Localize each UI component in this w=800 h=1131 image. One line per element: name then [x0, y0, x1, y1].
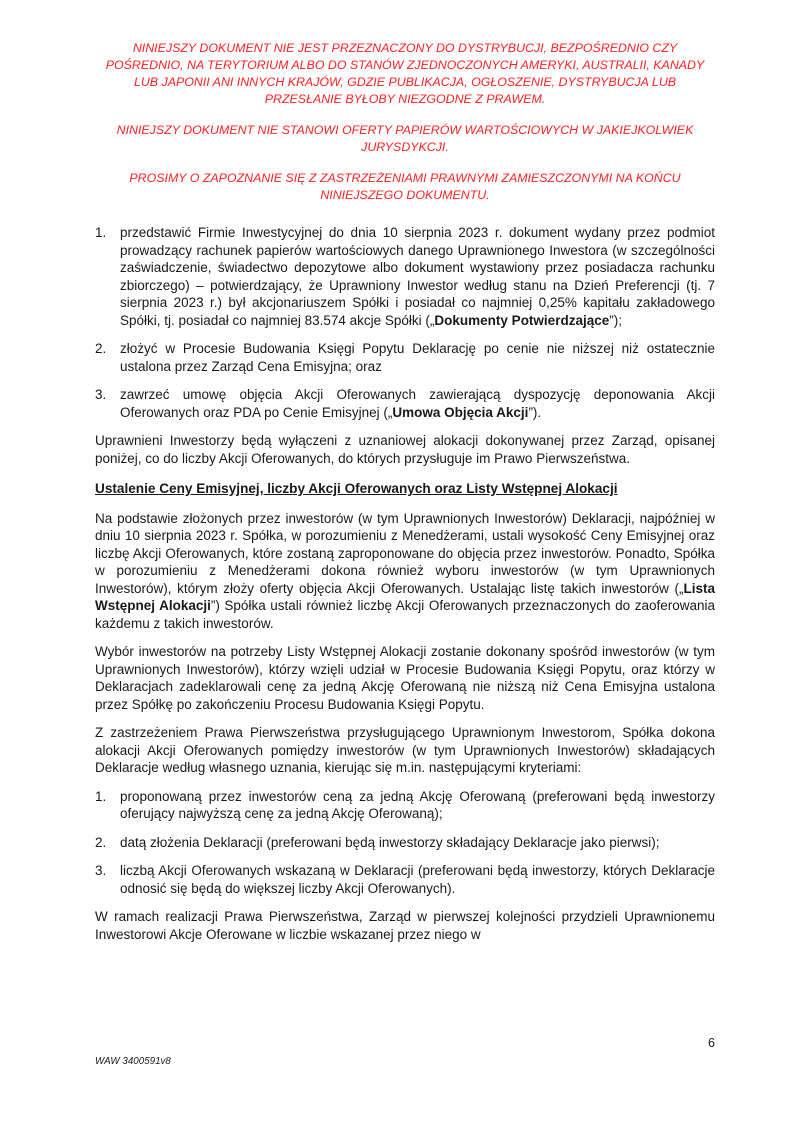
page-number: 6	[708, 1036, 715, 1050]
list-item-text	[120, 224, 715, 329]
list-item-text	[120, 340, 715, 375]
list-item-number: 3.	[95, 863, 107, 878]
list-item-condition-2	[95, 340, 715, 375]
notice-legal-disclaimer-reference: PROSIMY O ZAPOZNANIE SIĘ Z ZASTRZEŻENIAMI PRAWNYMI ZAMIESZCZONYMI NA KOŃCU NINIEJSZEGO DOKUMENTU.	[129, 171, 681, 202]
list-item-text-pre: zawrzeć umowę objęcia Akcji Oferowanych zawierającą dyspozycję deponowania Akcji Oferowanych oraz PDA po Cenie Emisyjnej („	[120, 387, 715, 420]
list-item-text: liczbą Akcji Oferowanych wskazaną w Deklaracji (preferowani będą inwestorzy, których Deklaracje odnosić się będą do większej liczby Akcji Oferowanych).	[120, 863, 715, 896]
list-item-condition-1	[95, 224, 715, 329]
section-heading-price-setting: Ustalenie Ceny Emisyjnej, liczby Akcji Oferowanych oraz Listy Wstępnej Alokacji	[95, 481, 618, 496]
list-item-text: proponowaną przez inwestorów ceną za jedną Akcję Oferowaną (preferowani będą inwestorzy oferujący najwyższą cenę za jedną Akcję Oferowaną);	[120, 788, 715, 821]
list-item-number: 1.	[95, 788, 107, 804]
list-item-text-pre: przedstawić Firmie Inwestycyjnej do dnia 10 sierpnia 2023 r. dokument wydany przez podmiot prowadzący rachunek papierów wartościowych danego Uprawnionego Inwestora (w szczególności zaświadczenie, świadectwo depozytowe albo dokument wystawiony przez posiadacza rachunku zbiorczego) – potwierdzający, że Uprawniony Inwestor według stanu na Dzień Preferencji (tj. 7 sierpnia 2023 r.) był akcjonariuszem Spółki i posiadał co najmniej 0,25% kapitału zakładowego Spółki, tj. posiadał co najmniej 83.574 akcje Spółki („	[120, 225, 715, 328]
paragraph-pricing-and-preliminary-allocation	[95, 510, 715, 633]
list-item-text-post: ”);	[609, 312, 622, 328]
list-item-text: datą złożenia Deklaracji (preferowani będą inwestorzy składający Deklaracje jako pierwsi);	[120, 834, 660, 850]
list-item-text	[120, 386, 715, 421]
list-item-condition-3	[95, 386, 715, 421]
list-item-number: 2.	[95, 341, 107, 356]
document-content	[95, 40, 715, 954]
defined-term-lista-wstepnej-alokacji: Lista Wstępnej Alokacji	[95, 580, 715, 613]
paragraph-priority-right-execution: W ramach realizacji Prawa Pierwszeństwa, Zarząd w pierwszej kolejności przydzieli Uprawnionemu Inwestorowi Akcje Oferowane w liczbie wskazanej przez niego w	[95, 909, 715, 942]
list-item-criterion-3	[95, 862, 715, 897]
list-item-criterion-1	[95, 788, 715, 823]
criteria-list	[95, 788, 715, 898]
list-item-text-post: ”).	[528, 404, 542, 420]
paragraph-investor-selection: Wybór inwestorów na potrzeby Listy Wstępnej Alokacji zostanie dokonany spośród inwestorów (w tym Uprawnionych Inwestorów), którzy wzięli udział w Procesie Budowania Księgi Popytu, oraz którzy w Deklaracjach zadeklarowali cenę za jedną Akcję Oferowaną nie niższą niż Cena Emisyjna ustalona przez Spółkę po zakończeniu Procesu Budowania Księgi Popytu.	[95, 644, 715, 712]
defined-term-dokumenty-potwierdzajace: Dokumenty Potwierdzające	[434, 312, 610, 328]
paragraph-pricing-pre: Na podstawie złożonych przez inwestorów (w tym Uprawnionych Inwestorów) Deklaracji, najpóźniej w dniu 10 sierpnia 2023 r. Spółka, w porozumieniu z Menedżerami, ustali wysokość Ceny Emisyjnej oraz liczbę Akcji Oferowanych, które zostaną zaproponowane do objęcia przez inwestorów. Ponadto, Spółka w porozumieniu z Menedżerami dokona również wyboru inwestorów (w tym Uprawnionych Inwestorów), którym złoży oferty objęcia Akcji Oferowanych. Ustalając listę takich inwestorów („	[95, 510, 715, 596]
notice-distribution-restriction: NINIEJSZY DOKUMENT NIE JEST PRZEZNACZONY DO DYSTRYBUCJI, BEZPOŚREDNIO CZY POŚREDNIO, NA TERYTORIUM ALBO DO STANÓW ZJEDNOCZONYCH AMERYKI, AUSTRALII, KANADY LUB JAPONII ANI INNYCH KRAJÓW, GDZIE PUBLIKACJA, OGŁOSZENIE, DYSTRYBUCJA LUB PRZESŁANIE BYŁOBY NIEZGODNE Z PRAWEM.	[105, 41, 705, 106]
notice-no-securities-offer: NINIEJSZY DOKUMENT NIE STANOWI OFERTY PAPIERÓW WARTOŚCIOWYCH W JAKIEJKOLWIEK JURYSDYKCJI.	[116, 123, 694, 154]
document-reference: WAW 3400591v8	[95, 1056, 171, 1067]
paragraph-allocation-criteria-intro: Z zastrzeżeniem Prawa Pierwszeństwa przysługującego Uprawnionym Inwestorom, Spółka dokona alokacji Akcji Oferowanych pomiędzy inwestorów (w tym Uprawnionych Inwestorów) składających Deklaracje według własnego uznania, kierując się m.in. następującymi kryteriami:	[95, 725, 715, 775]
paragraph-pricing-post: ”) Spółka ustali również liczbę Akcji Oferowanych przeznaczonych do zaoferowania każdemu z takich inwestorów.	[95, 598, 715, 631]
paragraph-exclusion-from-allocation: Uprawnieni Inwestorzy będą wyłączeni z uznaniowej alokacji dokonywanej przez Zarząd, opisanej poniżej, co do liczby Akcji Oferowanych, do których przysługuje im Prawo Pierwszeństwa.	[95, 433, 715, 466]
defined-term-umowa-objecia-akcji: Umowa Objęcia Akcji	[392, 404, 529, 420]
list-item-text-pre: złożyć w Procesie Budowania Księgi Popytu Deklarację po cenie nie niższej niż ostatecznie ustalona przez Zarząd Cena Emisyjna; oraz	[120, 341, 715, 374]
list-item-criterion-2	[95, 834, 715, 852]
list-item-number: 2.	[95, 834, 107, 850]
legal-notices-block	[95, 40, 715, 204]
list-item-number: 1.	[95, 225, 107, 240]
list-item-number: 3.	[95, 387, 107, 402]
conditions-list	[95, 224, 715, 421]
